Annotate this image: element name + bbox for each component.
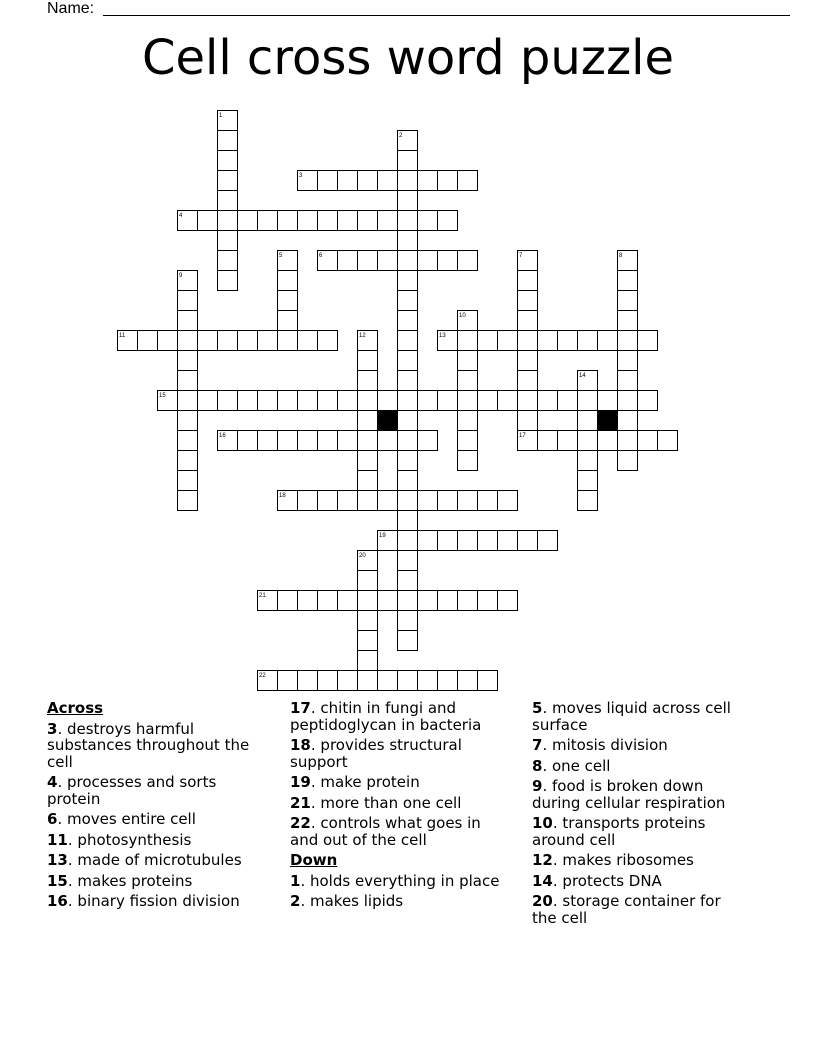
grid-cell[interactable] — [578, 331, 598, 351]
grid-cell[interactable] — [318, 591, 338, 611]
grid-number: 2 — [399, 133, 403, 139]
grid-cell[interactable] — [278, 271, 298, 291]
grid-cell[interactable] — [398, 631, 418, 651]
grid-black-cell — [598, 411, 618, 431]
grid-cell[interactable] — [358, 351, 378, 371]
grid-cell[interactable] — [578, 391, 598, 411]
grid-cell[interactable] — [498, 491, 518, 511]
grid-cell[interactable] — [218, 271, 238, 291]
grid-cell[interactable] — [478, 491, 498, 511]
grid-number: 13 — [439, 333, 446, 339]
grid-cell[interactable] — [178, 391, 198, 411]
grid-cell[interactable] — [338, 491, 358, 511]
clue-down-5: 5. moves liquid across cell surface — [532, 699, 731, 734]
grid-cell[interactable] — [498, 391, 518, 411]
grid-cell[interactable] — [598, 431, 618, 451]
grid-cell[interactable] — [498, 331, 518, 351]
clue-across-6: 6. moves entire cell — [47, 810, 196, 828]
grid-cell[interactable] — [418, 431, 438, 451]
grid-cell[interactable] — [338, 431, 358, 451]
grid-cell[interactable] — [178, 351, 198, 371]
clue-across-19: 19. make protein — [290, 773, 420, 791]
grid-cell[interactable] — [418, 391, 438, 411]
grid-cell[interactable] — [518, 351, 538, 371]
grid-cell[interactable] — [458, 591, 478, 611]
grid-number: 17 — [519, 433, 526, 439]
grid-cell[interactable] — [338, 391, 358, 411]
grid-cell[interactable] — [538, 331, 558, 351]
page-title: Cell cross word puzzle — [141, 30, 675, 86]
grid-number: 5 — [279, 253, 283, 259]
grid-number: 14 — [579, 373, 586, 379]
grid-cell[interactable] — [358, 491, 378, 511]
grid-cell[interactable] — [618, 431, 638, 451]
grid-cell[interactable] — [378, 671, 398, 691]
grid-cell[interactable] — [238, 391, 258, 411]
grid-cell[interactable] — [558, 431, 578, 451]
grid-cell[interactable] — [358, 411, 378, 431]
grid-cell[interactable] — [398, 491, 418, 511]
grid-number: 6 — [319, 253, 323, 259]
grid-cell[interactable] — [598, 331, 618, 351]
grid-number: 7 — [519, 253, 523, 259]
grid-cell[interactable] — [178, 291, 198, 311]
grid-cell[interactable] — [178, 451, 198, 471]
grid-cell[interactable] — [618, 391, 638, 411]
grid-cell[interactable] — [178, 311, 198, 331]
grid-number: 18 — [279, 493, 286, 499]
grid-cell[interactable] — [618, 291, 638, 311]
grid-cell[interactable] — [458, 371, 478, 391]
clue-down-12: 12. makes ribosomes — [532, 851, 694, 869]
grid-number: 19 — [379, 533, 386, 539]
grid-cell[interactable] — [258, 331, 278, 351]
grid-cell[interactable] — [458, 531, 478, 551]
grid-cell[interactable] — [278, 311, 298, 331]
grid-cell[interactable] — [358, 571, 378, 591]
grid-cell[interactable] — [458, 251, 478, 271]
clue-across-15: 15. makes proteins — [47, 871, 193, 890]
clues-column-3 — [532, 700, 747, 930]
grid-cell[interactable] — [358, 591, 378, 611]
grid-cell[interactable] — [458, 351, 478, 371]
grid-number: 3 — [299, 173, 303, 179]
grid-cell[interactable] — [278, 211, 298, 231]
grid-cell[interactable] — [578, 411, 598, 431]
grid-black-cell — [378, 411, 398, 431]
grid-number: 12 — [359, 333, 366, 339]
grid-cell[interactable] — [438, 491, 458, 511]
clue-across-4: 4. processes and sorts protein — [47, 773, 217, 808]
grid-cell[interactable] — [618, 411, 638, 431]
grid-cell[interactable] — [338, 591, 358, 611]
grid-cell[interactable] — [518, 271, 538, 291]
grid-cell[interactable] — [418, 531, 438, 551]
grid-cell[interactable] — [298, 391, 318, 411]
grid-cell[interactable] — [338, 251, 358, 271]
grid-cell[interactable] — [138, 331, 158, 351]
grid-cell[interactable] — [438, 211, 458, 231]
grid-cell[interactable] — [358, 631, 378, 651]
grid-cell[interactable] — [178, 371, 198, 391]
clue-down-10: 10. transports proteins around cell — [532, 814, 706, 849]
grid-cell[interactable] — [398, 551, 418, 571]
grid-cell[interactable] — [418, 171, 438, 191]
grid-cell[interactable] — [398, 231, 418, 251]
grid-number: 1 — [219, 113, 223, 119]
grid-cell[interactable] — [318, 671, 338, 691]
grid-cell[interactable] — [358, 451, 378, 471]
grid-cell[interactable] — [398, 311, 418, 331]
grid-cell[interactable] — [298, 211, 318, 231]
grid-cell[interactable] — [358, 431, 378, 451]
grid-cell[interactable] — [618, 451, 638, 471]
grid-cell[interactable] — [398, 351, 418, 371]
grid-cell[interactable] — [198, 391, 218, 411]
clues-column-1 — [47, 700, 272, 914]
grid-cell[interactable] — [318, 331, 338, 351]
clue-across-21: 21. more than one cell — [290, 793, 462, 812]
grid-cell[interactable] — [318, 431, 338, 451]
grid-cell[interactable] — [458, 431, 478, 451]
grid-cell[interactable] — [458, 671, 478, 691]
grid-cell[interactable] — [318, 171, 338, 191]
grid-cell[interactable] — [158, 331, 178, 351]
grid-cell[interactable] — [358, 471, 378, 491]
grid-cell[interactable] — [518, 411, 538, 431]
grid-cell[interactable] — [478, 591, 498, 611]
grid-cell[interactable] — [378, 171, 398, 191]
grid-cell[interactable] — [218, 391, 238, 411]
grid-cell[interactable] — [558, 391, 578, 411]
grid-cell[interactable] — [458, 171, 478, 191]
grid-cell[interactable] — [398, 191, 418, 211]
grid-cell[interactable] — [378, 491, 398, 511]
grid-cell[interactable] — [218, 211, 238, 231]
grid-cell[interactable] — [218, 151, 238, 171]
grid-cell[interactable] — [378, 431, 398, 451]
grid-cell[interactable] — [498, 591, 518, 611]
clue-across-13: 13. made of microtubules — [47, 851, 242, 869]
grid-cell[interactable] — [178, 331, 198, 351]
grid-cell[interactable] — [398, 471, 418, 491]
grid-number: 9 — [179, 273, 183, 279]
grid-cell[interactable] — [358, 611, 378, 631]
grid-cell[interactable] — [178, 431, 198, 451]
grid-cell[interactable] — [398, 591, 418, 611]
clue-down-7: 7. mitosis division — [532, 736, 668, 754]
grid-cell[interactable] — [258, 211, 278, 231]
grid-cell[interactable] — [378, 391, 398, 411]
grid-cell[interactable] — [398, 371, 418, 391]
grid-cell[interactable] — [518, 291, 538, 311]
grid-cell[interactable] — [518, 311, 538, 331]
clue-across-3: 3. destroys harmful substances throughout the cell — [47, 719, 250, 771]
grid-cell[interactable] — [278, 291, 298, 311]
grid-cell[interactable] — [458, 391, 478, 411]
grid-cell[interactable] — [358, 371, 378, 391]
grid-cell[interactable] — [318, 491, 338, 511]
grid-cell[interactable] — [278, 671, 298, 691]
grid-cell[interactable] — [518, 371, 538, 391]
grid-number: 8 — [619, 253, 623, 259]
grid-cell[interactable] — [178, 471, 198, 491]
grid-cell[interactable] — [638, 331, 658, 351]
grid-cell[interactable] — [398, 271, 418, 291]
grid-cell[interactable] — [398, 211, 418, 231]
grid-cell[interactable] — [418, 491, 438, 511]
grid-cell[interactable] — [358, 251, 378, 271]
grid-cell[interactable] — [218, 231, 238, 251]
grid-cell[interactable] — [458, 491, 478, 511]
grid-cell[interactable] — [358, 211, 378, 231]
grid-cell[interactable] — [638, 391, 658, 411]
grid-cell[interactable] — [398, 251, 418, 271]
grid-cell[interactable] — [618, 271, 638, 291]
grid-cell[interactable] — [298, 431, 318, 451]
grid-cell[interactable] — [538, 431, 558, 451]
grid-cell[interactable] — [238, 211, 258, 231]
grid-cell[interactable] — [238, 431, 258, 451]
grid-cell[interactable] — [398, 671, 418, 691]
clue-across-11: 11. photosynthesis — [47, 830, 192, 849]
grid-cell[interactable] — [218, 131, 238, 151]
grid-cell[interactable] — [338, 171, 358, 191]
clues-column-2 — [290, 700, 505, 914]
grid-cell[interactable] — [398, 411, 418, 431]
grid-cell[interactable] — [578, 471, 598, 491]
grid-cell[interactable] — [438, 251, 458, 271]
clue-down-9: 9. food is broken down during cellular respiration — [532, 777, 726, 812]
grid-cell[interactable] — [518, 531, 538, 551]
clue-down-2: 2. makes lipids — [290, 892, 404, 910]
grid-cell[interactable] — [558, 331, 578, 351]
grid-cell[interactable] — [578, 451, 598, 471]
clue-across-18: 18. provides structural support — [290, 736, 462, 771]
grid-cell[interactable] — [578, 431, 598, 451]
grid-cell[interactable] — [438, 671, 458, 691]
grid-cell[interactable] — [498, 531, 518, 551]
grid-cell[interactable] — [218, 251, 238, 271]
grid-cell[interactable] — [298, 491, 318, 511]
clue-down-14: 14. protects DNA — [532, 871, 662, 890]
grid-cell[interactable] — [358, 671, 378, 691]
across-header: Across — [47, 699, 104, 717]
grid-cell[interactable] — [278, 391, 298, 411]
grid-cell[interactable] — [578, 491, 598, 511]
grid-cell[interactable] — [278, 431, 298, 451]
grid-cell[interactable] — [218, 191, 238, 211]
grid-cell[interactable] — [358, 171, 378, 191]
grid-cell[interactable] — [398, 571, 418, 591]
grid-cell[interactable] — [458, 451, 478, 471]
grid-number: 11 — [119, 333, 126, 339]
grid-cell[interactable] — [398, 511, 418, 531]
grid-cell[interactable] — [298, 331, 318, 351]
grid-cell[interactable] — [178, 491, 198, 511]
grid-cell[interactable] — [318, 211, 338, 231]
down-header: Down — [290, 851, 338, 869]
grid-cell[interactable] — [398, 391, 418, 411]
grid-cell[interactable] — [598, 391, 618, 411]
grid-cell[interactable] — [338, 211, 358, 231]
grid-cell[interactable] — [458, 331, 478, 351]
grid-cell[interactable] — [418, 211, 438, 231]
grid-cell[interactable] — [378, 251, 398, 271]
grid-cell[interactable] — [438, 591, 458, 611]
grid-cell[interactable] — [418, 671, 438, 691]
grid-cell[interactable] — [358, 651, 378, 671]
grid-cell[interactable] — [258, 391, 278, 411]
clue-down-8: 8. one cell — [532, 756, 611, 775]
grid-cell[interactable] — [438, 531, 458, 551]
grid-cell[interactable] — [198, 211, 218, 231]
grid-cell[interactable] — [398, 611, 418, 631]
grid-cell[interactable] — [318, 391, 338, 411]
grid-cell[interactable] — [398, 451, 418, 471]
grid-cell[interactable] — [478, 531, 498, 551]
grid-cell[interactable] — [238, 331, 258, 351]
grid-number: 20 — [359, 553, 366, 559]
clue-across-16: 16. binary fission division — [47, 892, 240, 910]
grid-cell[interactable] — [478, 331, 498, 351]
grid-cell[interactable] — [398, 431, 418, 451]
grid-cell[interactable] — [218, 331, 238, 351]
grid-number: 10 — [459, 313, 466, 319]
name-label: Name: — [47, 0, 95, 17]
grid-cell[interactable] — [658, 431, 678, 451]
grid-cell[interactable] — [478, 391, 498, 411]
grid-cell[interactable] — [518, 391, 538, 411]
grid-number: 22 — [259, 673, 266, 679]
grid-cell[interactable] — [618, 371, 638, 391]
grid-cell[interactable] — [478, 671, 498, 691]
grid-cell[interactable] — [278, 591, 298, 611]
grid-number: 15 — [159, 393, 166, 399]
grid-cell[interactable] — [378, 211, 398, 231]
clue-across-22: 22. controls what goes in and out of the cell — [290, 814, 481, 849]
grid-cell[interactable] — [618, 331, 638, 351]
grid-cell[interactable] — [638, 431, 658, 451]
grid-cell[interactable] — [618, 351, 638, 371]
clue-across-17: 17. chitin in fungi and peptidoglycan in bacteria — [290, 699, 482, 734]
grid-cell[interactable] — [338, 671, 358, 691]
clue-down-20: 20. storage container for the cell — [532, 892, 721, 927]
grid-cell[interactable] — [538, 531, 558, 551]
grid-cell[interactable] — [438, 391, 458, 411]
grid-cell[interactable] — [618, 311, 638, 331]
grid-cell[interactable] — [418, 591, 438, 611]
grid-cell[interactable] — [518, 331, 538, 351]
grid-cell[interactable] — [378, 591, 398, 611]
grid-cell[interactable] — [218, 171, 238, 191]
grid-cell[interactable] — [418, 251, 438, 271]
grid-number: 21 — [259, 593, 266, 599]
grid-cell[interactable] — [398, 151, 418, 171]
grid-number: 16 — [219, 433, 226, 439]
grid-cell[interactable] — [398, 531, 418, 551]
grid-cell[interactable] — [178, 411, 198, 431]
grid-cell[interactable] — [358, 391, 378, 411]
clue-down-1: 1. holds everything in place — [290, 871, 500, 890]
grid-cell[interactable] — [258, 431, 278, 451]
grid-cell[interactable] — [298, 671, 318, 691]
grid-cell[interactable] — [278, 331, 298, 351]
grid-cell[interactable] — [538, 391, 558, 411]
grid-cell[interactable] — [438, 171, 458, 191]
grid-cell[interactable] — [458, 411, 478, 431]
grid-cell[interactable] — [198, 331, 218, 351]
grid-cell[interactable] — [398, 291, 418, 311]
grid-cell[interactable] — [398, 171, 418, 191]
grid-number: 4 — [179, 213, 183, 219]
grid-cell[interactable] — [298, 591, 318, 611]
grid-cell[interactable] — [398, 331, 418, 351]
